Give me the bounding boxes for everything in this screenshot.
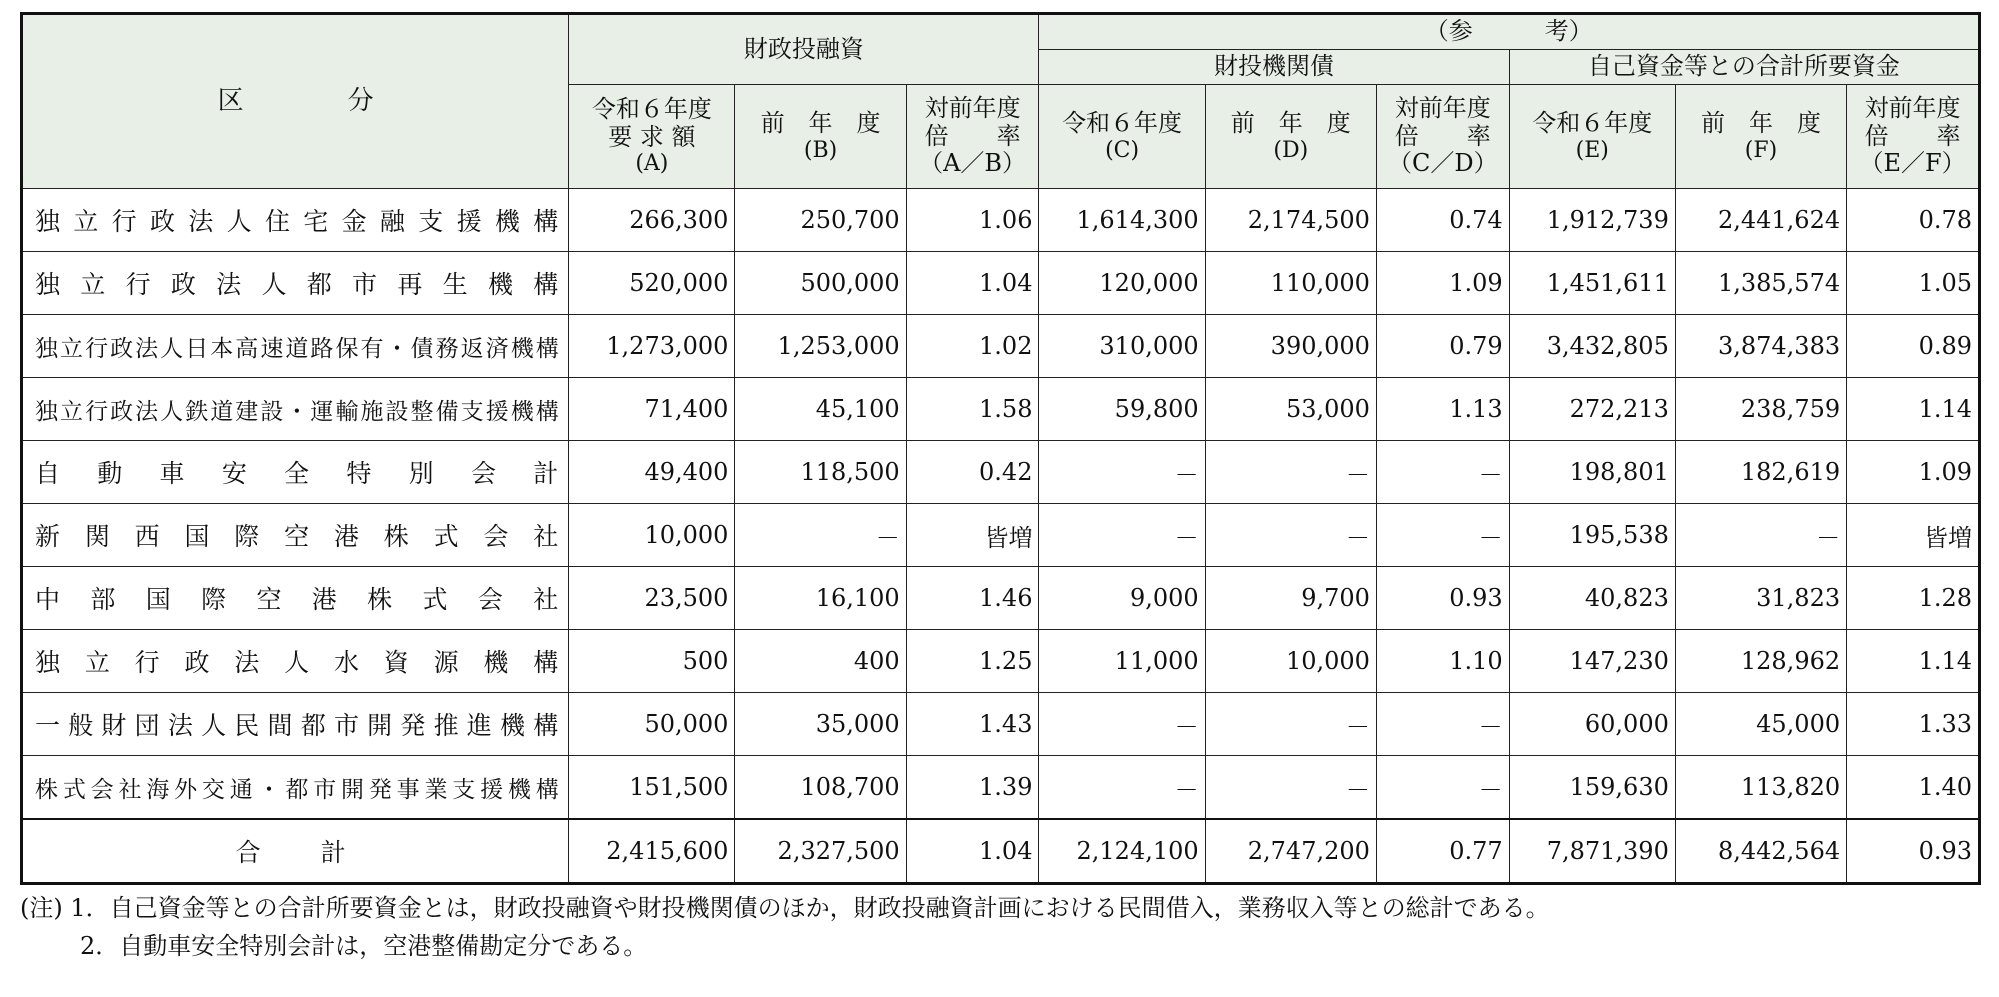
- row-name: 中部国際空港株式会社: [22, 567, 569, 630]
- footnote-2: 2．自動車安全特別会計は，空港整備勘定分である。: [80, 932, 648, 960]
- cell-cd: 0.93: [1376, 567, 1509, 630]
- header-col-d-line2: (D): [1273, 137, 1309, 163]
- cell-c: 310,000: [1039, 315, 1205, 378]
- row-name: 独立行政法人日本高速道路保有・債務返済機構: [22, 315, 569, 378]
- header-col-e: [1509, 85, 1675, 189]
- cell-d: －: [1205, 693, 1376, 756]
- table-row: [22, 630, 1980, 693]
- cell-e: 195,538: [1509, 504, 1675, 567]
- cell-cd: 1.09: [1376, 252, 1509, 315]
- cell-f: 238,759: [1675, 378, 1846, 441]
- cell-e: 1,451,611: [1509, 252, 1675, 315]
- header-col-c: [1039, 85, 1205, 189]
- cell-a: 520,000: [569, 252, 735, 315]
- cell-ef: 0.78: [1847, 189, 1980, 252]
- header-col-b-line1: 前 年 度: [760, 109, 881, 138]
- cell-d: －: [1205, 756, 1376, 820]
- cell-a: 266,300: [569, 189, 735, 252]
- document-page: [20, 12, 1981, 965]
- header-col-f-line1: 前 年 度: [1700, 109, 1821, 138]
- cell-b: 250,700: [735, 189, 906, 252]
- cell-ef: 1.09: [1847, 441, 1980, 504]
- cell-c: －: [1039, 756, 1205, 820]
- cell-f: 2,441,624: [1675, 189, 1846, 252]
- row-name: 新関西国際空港株式会社: [22, 504, 569, 567]
- cell-d: －: [1205, 504, 1376, 567]
- cell-cd: 1.13: [1376, 378, 1509, 441]
- cell-e: 3,432,805: [1509, 315, 1675, 378]
- header-col-a: [569, 85, 735, 189]
- header-col-e-line1: 令和６年度: [1532, 109, 1653, 138]
- cell-a: 1,273,000: [569, 315, 735, 378]
- table-header: [22, 14, 1980, 189]
- cell-e: 198,801: [1509, 441, 1675, 504]
- cell-b: －: [735, 504, 906, 567]
- total-label: 合計: [22, 819, 569, 884]
- cell-a: 71,400: [569, 378, 735, 441]
- header-col-ef-line1: 対前年度: [1864, 94, 1961, 123]
- footnotes: [20, 889, 1981, 965]
- header-col-a-line1: 令和６年度: [591, 95, 712, 124]
- cell-e: 40,823: [1509, 567, 1675, 630]
- row-name: 独立行政法人都市再生機構: [22, 252, 569, 315]
- table-row: [22, 252, 1980, 315]
- cell-e: 147,230: [1509, 630, 1675, 693]
- header-reference: （参 考）: [1039, 14, 1980, 50]
- cell-f: －: [1675, 504, 1846, 567]
- cell-d: 110,000: [1205, 252, 1376, 315]
- header-agency-bonds: 財投機関債: [1039, 50, 1509, 85]
- table-row: [22, 189, 1980, 252]
- row-name: 一般財団法人民間都市開発推進機構: [22, 693, 569, 756]
- footnote-1: (注) 1．自己資金等との合計所要資金とは，財政投融資や財投機関債のほか，財政投融資計画における民間借入，業務収入等との総計である。: [20, 894, 1550, 922]
- cell-b: 45,100: [735, 378, 906, 441]
- total-d: 2,747,200: [1205, 819, 1376, 884]
- cell-f: 45,000: [1675, 693, 1846, 756]
- cell-a: 500: [569, 630, 735, 693]
- cell-cd: 0.74: [1376, 189, 1509, 252]
- cell-ab: 1.43: [906, 693, 1039, 756]
- cell-d: －: [1205, 441, 1376, 504]
- cell-ef: 1.14: [1847, 378, 1980, 441]
- cell-a: 50,000: [569, 693, 735, 756]
- header-col-d: [1205, 85, 1376, 189]
- fiscal-investment-table: [20, 12, 1981, 885]
- row-name: 独立行政法人鉄道建設・運輸施設整備支援機構: [22, 378, 569, 441]
- table-row: [22, 693, 1980, 756]
- total-c: 2,124,100: [1039, 819, 1205, 884]
- cell-ab: 1.39: [906, 756, 1039, 820]
- cell-b: 500,000: [735, 252, 906, 315]
- header-col-cd-line2: 倍 率: [1394, 121, 1491, 150]
- cell-a: 49,400: [569, 441, 735, 504]
- cell-ef: 1.33: [1847, 693, 1980, 756]
- table-row: [22, 756, 1980, 820]
- total-e: 7,871,390: [1509, 819, 1675, 884]
- cell-ef: 皆増: [1847, 504, 1980, 567]
- header-col-ab-line1: 対前年度: [924, 94, 1021, 123]
- table-body: [22, 189, 1980, 884]
- cell-ef: 1.28: [1847, 567, 1980, 630]
- header-col-ef: [1847, 85, 1980, 189]
- cell-d: 2,174,500: [1205, 189, 1376, 252]
- header-col-a-line3: (A): [635, 151, 669, 177]
- cell-c: －: [1039, 693, 1205, 756]
- cell-f: 113,820: [1675, 756, 1846, 820]
- total-cd: 0.77: [1376, 819, 1509, 884]
- cell-b: 16,100: [735, 567, 906, 630]
- row-name: 株式会社海外交通・都市開発事業支援機構: [22, 756, 569, 820]
- cell-f: 182,619: [1675, 441, 1846, 504]
- cell-cd: －: [1376, 504, 1509, 567]
- cell-e: 60,000: [1509, 693, 1675, 756]
- header-total-required: 自己資金等との合計所要資金: [1509, 50, 1979, 85]
- cell-ab: 皆増: [906, 504, 1039, 567]
- cell-c: －: [1039, 441, 1205, 504]
- cell-ab: 1.06: [906, 189, 1039, 252]
- cell-ef: 0.89: [1847, 315, 1980, 378]
- cell-cd: 1.10: [1376, 630, 1509, 693]
- cell-b: 118,500: [735, 441, 906, 504]
- header-col-ab: [906, 85, 1039, 189]
- header-fiscal-investment: 財政投融資: [569, 14, 1039, 85]
- header-col-c-line2: (C): [1105, 137, 1140, 163]
- total-ab: 1.04: [906, 819, 1039, 884]
- row-name: 独立行政法人水資源機構: [22, 630, 569, 693]
- header-col-ab-line3: （A／B）: [919, 149, 1027, 178]
- cell-d: 9,700: [1205, 567, 1376, 630]
- table-row: [22, 378, 1980, 441]
- header-col-d-line1: 前 年 度: [1230, 109, 1351, 138]
- table-row: [22, 315, 1980, 378]
- header-col-f: [1675, 85, 1846, 189]
- header-col-c-line1: 令和６年度: [1062, 109, 1183, 138]
- cell-b: 400: [735, 630, 906, 693]
- table-row: [22, 567, 1980, 630]
- header-col-cd-line1: 対前年度: [1394, 94, 1491, 123]
- header-col-ef-line2: 倍 率: [1864, 121, 1961, 150]
- cell-ab: 0.42: [906, 441, 1039, 504]
- cell-a: 10,000: [569, 504, 735, 567]
- cell-cd: 0.79: [1376, 315, 1509, 378]
- total-f: 8,442,564: [1675, 819, 1846, 884]
- total-b: 2,327,500: [735, 819, 906, 884]
- header-col-e-line2: (E): [1575, 137, 1609, 163]
- row-name: 自動車安全特別会計: [22, 441, 569, 504]
- header-col-b-line2: (B): [803, 137, 838, 163]
- total-a: 2,415,600: [569, 819, 735, 884]
- cell-f: 31,823: [1675, 567, 1846, 630]
- header-col-cd: [1376, 85, 1509, 189]
- cell-c: 59,800: [1039, 378, 1205, 441]
- cell-c: 11,000: [1039, 630, 1205, 693]
- cell-e: 1,912,739: [1509, 189, 1675, 252]
- cell-e: 272,213: [1509, 378, 1675, 441]
- cell-d: 53,000: [1205, 378, 1376, 441]
- cell-e: 159,630: [1509, 756, 1675, 820]
- cell-f: 3,874,383: [1675, 315, 1846, 378]
- cell-cd: －: [1376, 441, 1509, 504]
- total-row: [22, 819, 1980, 884]
- header-col-a-line2: 要 求 額: [608, 122, 696, 151]
- cell-ef: 1.40: [1847, 756, 1980, 820]
- cell-ab: 1.46: [906, 567, 1039, 630]
- header-category: 区 分: [22, 14, 569, 189]
- table-row: [22, 441, 1980, 504]
- cell-ab: 1.25: [906, 630, 1039, 693]
- cell-d: 390,000: [1205, 315, 1376, 378]
- cell-d: 10,000: [1205, 630, 1376, 693]
- cell-c: －: [1039, 504, 1205, 567]
- cell-ef: 1.14: [1847, 630, 1980, 693]
- header-col-b: [735, 85, 906, 189]
- cell-b: 108,700: [735, 756, 906, 820]
- cell-a: 151,500: [569, 756, 735, 820]
- cell-f: 1,385,574: [1675, 252, 1846, 315]
- header-col-ab-line2: 倍 率: [924, 121, 1021, 150]
- table-row: [22, 504, 1980, 567]
- cell-c: 9,000: [1039, 567, 1205, 630]
- cell-f: 128,962: [1675, 630, 1846, 693]
- cell-c: 120,000: [1039, 252, 1205, 315]
- cell-a: 23,500: [569, 567, 735, 630]
- row-name: 独立行政法人住宅金融支援機構: [22, 189, 569, 252]
- header-col-cd-line3: （C／D）: [1387, 149, 1498, 178]
- cell-cd: －: [1376, 693, 1509, 756]
- cell-ab: 1.58: [906, 378, 1039, 441]
- cell-b: 1,253,000: [735, 315, 906, 378]
- cell-b: 35,000: [735, 693, 906, 756]
- header-col-f-line2: (F): [1744, 137, 1778, 163]
- header-col-ef-line3: （E／F）: [1859, 149, 1966, 178]
- total-ef: 0.93: [1847, 819, 1980, 884]
- cell-c: 1,614,300: [1039, 189, 1205, 252]
- cell-ab: 1.04: [906, 252, 1039, 315]
- cell-cd: －: [1376, 756, 1509, 820]
- cell-ef: 1.05: [1847, 252, 1980, 315]
- cell-ab: 1.02: [906, 315, 1039, 378]
